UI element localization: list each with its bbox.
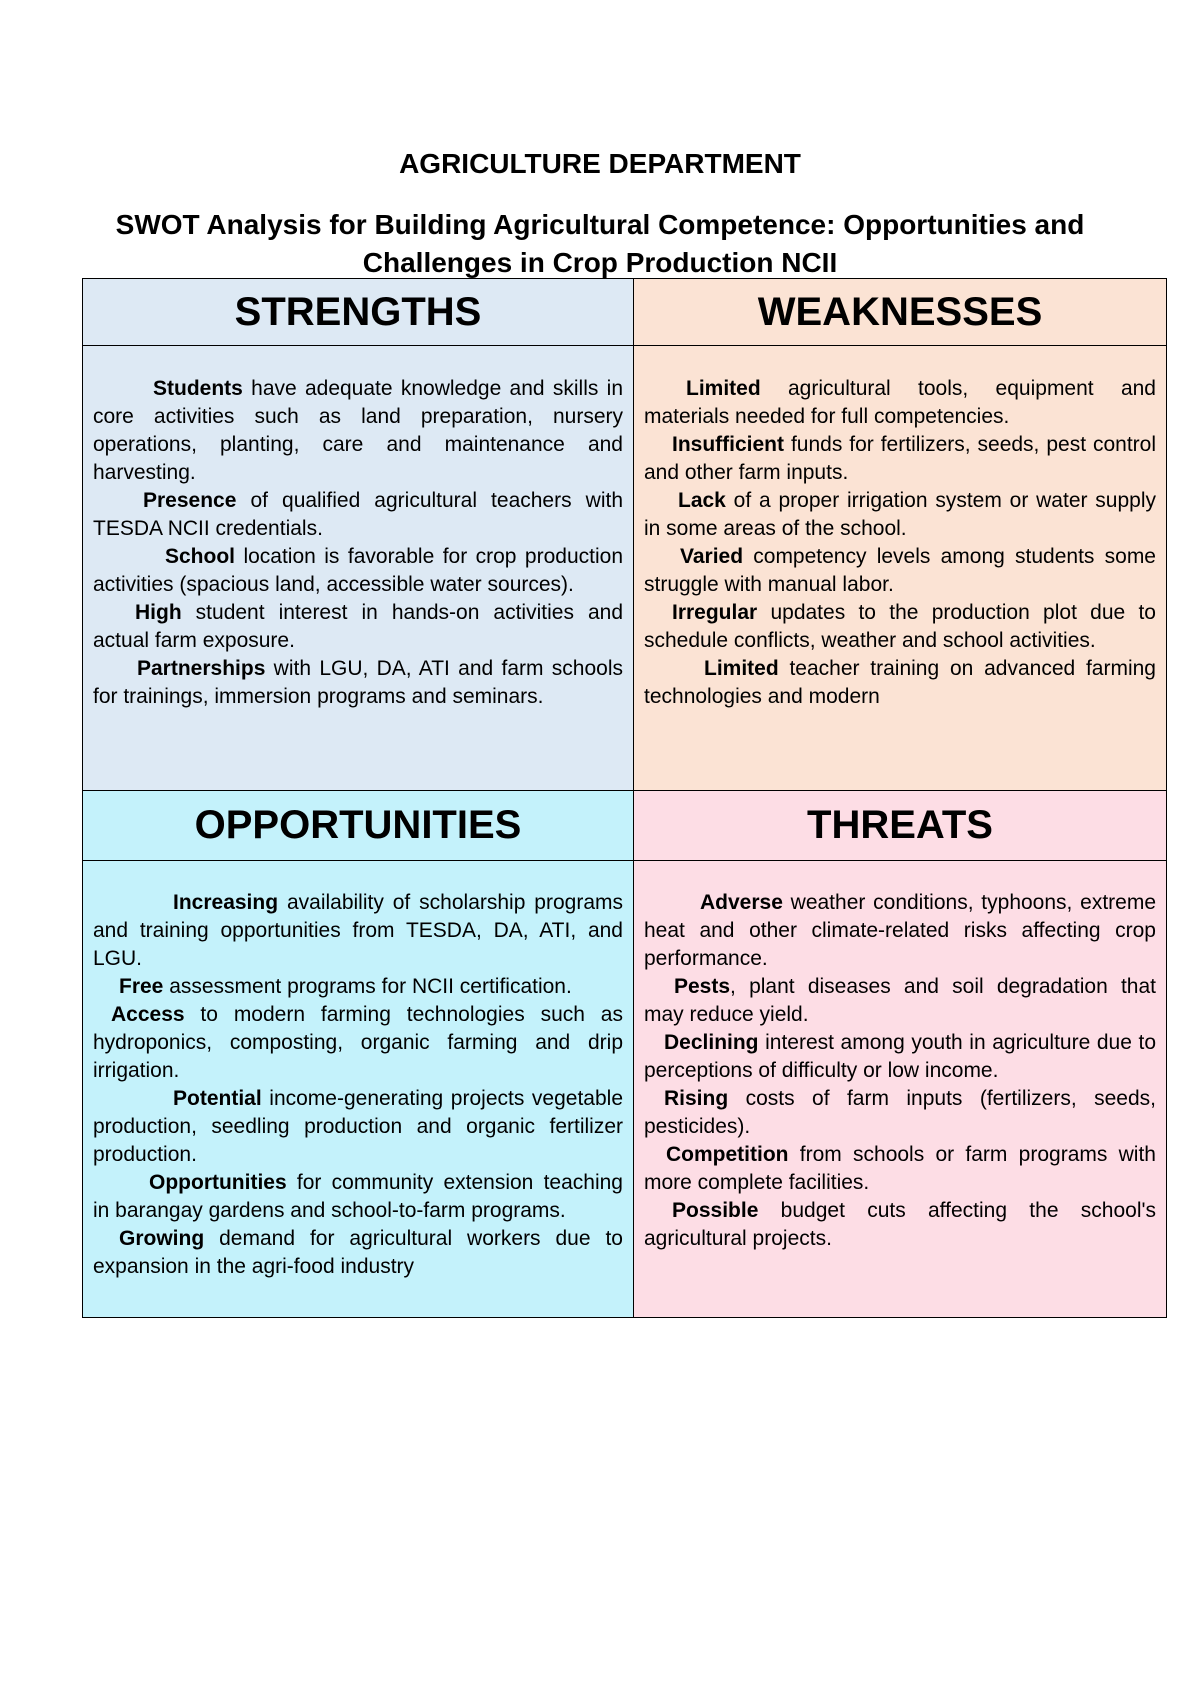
weaknesses-header: WEAKNESSES bbox=[634, 279, 1167, 346]
opportunities-list bbox=[93, 889, 623, 1281]
swot-item bbox=[644, 1029, 1156, 1085]
swot-item bbox=[93, 599, 623, 655]
swot-item bbox=[644, 599, 1156, 655]
swot-item-text: demand for agricultural workers due to expansion in the agri-food industry bbox=[93, 1227, 623, 1278]
weaknesses-cell bbox=[634, 346, 1167, 791]
swot-item bbox=[93, 375, 623, 487]
swot-item-lead: Rising bbox=[664, 1087, 729, 1110]
strengths-header: STRENGTHS bbox=[83, 279, 634, 346]
swot-item-text: to modern farming technologies such as hydroponics, composting, organic farming and drip irrigation. bbox=[93, 1003, 623, 1082]
document-subtitle: SWOT Analysis for Building Agricultural Competence: Opportunities and Challenges in Crop Production NCII bbox=[115, 209, 1085, 278]
swot-item-lead: Declining bbox=[664, 1031, 759, 1054]
swot-item bbox=[93, 655, 623, 711]
swot-body-row-bottom bbox=[83, 861, 1167, 1318]
swot-item-text: agricultural tools, equipment and materials needed for full competencies. bbox=[644, 377, 1156, 428]
swot-item bbox=[644, 973, 1156, 1029]
swot-item-text: teacher training on advanced farming technologies and modern bbox=[644, 657, 1156, 708]
swot-item-lead: Limited bbox=[686, 377, 761, 400]
swot-item-lead: Varied bbox=[680, 545, 744, 568]
swot-header-row-bottom bbox=[83, 791, 1167, 861]
swot-item bbox=[93, 973, 623, 1001]
swot-item bbox=[644, 431, 1156, 487]
swot-item bbox=[644, 889, 1156, 973]
swot-item-text: for community extension teaching in barangay gardens and school-to-farm programs. bbox=[93, 1171, 623, 1222]
swot-item-lead: Increasing bbox=[173, 891, 279, 914]
swot-item-text: interest among youth in agriculture due to perceptions of difficulty or low income. bbox=[644, 1031, 1156, 1082]
swot-item-text: availability of scholarship programs and training opportunities from TESDA, DA, ATI, and LGU. bbox=[93, 891, 623, 970]
swot-item-lead: Growing bbox=[119, 1227, 205, 1250]
swot-item-text: funds for fertilizers, seeds, pest control and other farm inputs. bbox=[644, 433, 1156, 484]
swot-item-lead: Potential bbox=[173, 1087, 262, 1110]
swot-item-text: assessment programs for NCII certification. bbox=[163, 975, 572, 998]
swot-item-lead: Partnerships bbox=[137, 657, 266, 680]
swot-item-text: with LGU, DA, ATI and farm schools for trainings, immersion programs and seminars. bbox=[93, 657, 623, 708]
strengths-cell bbox=[83, 346, 634, 791]
opportunities-cell bbox=[83, 861, 634, 1318]
swot-item bbox=[644, 1085, 1156, 1141]
swot-item bbox=[644, 1197, 1156, 1253]
swot-item bbox=[93, 1001, 623, 1085]
swot-item-lead: Adverse bbox=[700, 891, 783, 914]
swot-item bbox=[93, 487, 623, 543]
threats-cell bbox=[634, 861, 1167, 1318]
swot-item-text: of a proper irrigation system or water supply in some areas of the school. bbox=[644, 489, 1156, 540]
swot-item-text: student interest in hands-on activities and actual farm exposure. bbox=[93, 601, 623, 652]
swot-item-lead: Competition bbox=[666, 1143, 789, 1166]
swot-item bbox=[644, 655, 1156, 711]
swot-item bbox=[93, 1085, 623, 1169]
swot-item-lead: Opportunities bbox=[149, 1171, 287, 1194]
swot-item-lead: Pests bbox=[674, 975, 731, 998]
swot-item-lead: Students bbox=[153, 377, 243, 400]
swot-item-text: updates to the production plot due to schedule conflicts, weather and school activities. bbox=[644, 601, 1156, 652]
swot-item-lead: Insufficient bbox=[672, 433, 785, 456]
department-heading: AGRICULTURE DEPARTMENT bbox=[399, 148, 801, 179]
swot-item-text: weather conditions, typhoons, extreme heat and other climate-related risks affecting crop performance. bbox=[644, 891, 1156, 970]
swot-item bbox=[93, 543, 623, 599]
swot-item-text: costs of farm inputs (fertilizers, seeds, pesticides). bbox=[644, 1087, 1156, 1138]
swot-item bbox=[93, 1225, 623, 1281]
swot-item-lead: School bbox=[165, 545, 236, 568]
swot-body-row-top bbox=[83, 346, 1167, 791]
swot-item-text: of qualified agricultural teachers with TESDA NCII credentials. bbox=[93, 489, 623, 540]
swot-item-lead: High bbox=[135, 601, 182, 624]
strengths-list bbox=[93, 375, 623, 711]
weaknesses-list bbox=[644, 375, 1156, 711]
swot-item bbox=[93, 889, 623, 973]
swot-item-lead: Free bbox=[119, 975, 164, 998]
swot-item-lead: Presence bbox=[143, 489, 237, 512]
swot-item-lead: Lack bbox=[678, 489, 726, 512]
threats-header: THREATS bbox=[634, 791, 1167, 861]
swot-item-text: have adequate knowledge and skills in core activities such as land preparation, nursery operations, planting, care and maintenance and harvesting. bbox=[93, 377, 623, 484]
threats-list bbox=[644, 889, 1156, 1253]
swot-item bbox=[93, 1169, 623, 1225]
swot-item-text: budget cuts affecting the school's agricultural projects. bbox=[644, 1199, 1156, 1250]
swot-item-text: location is favorable for crop production activities (spacious land, accessible water sources). bbox=[93, 545, 623, 596]
opportunities-header: OPPORTUNITIES bbox=[83, 791, 634, 861]
swot-item bbox=[644, 487, 1156, 543]
swot-item-lead: Access bbox=[111, 1003, 185, 1026]
swot-item-text: from schools or farm programs with more complete facilities. bbox=[644, 1143, 1156, 1194]
swot-item-text: competency levels among students some struggle with manual labor. bbox=[644, 545, 1156, 596]
swot-item bbox=[644, 1141, 1156, 1197]
swot-item-text: , plant diseases and soil degradation that may reduce yield. bbox=[644, 975, 1156, 1026]
swot-item-text: income-generating projects vegetable production, seedling production and organic fertilizer production. bbox=[93, 1087, 623, 1166]
swot-header-row-top bbox=[83, 279, 1167, 346]
swot-item-lead: Irregular bbox=[672, 601, 758, 624]
swot-item-lead: Limited bbox=[704, 657, 779, 680]
swot-item bbox=[644, 543, 1156, 599]
swot-item bbox=[644, 375, 1156, 431]
swot-table bbox=[82, 278, 1167, 1318]
swot-item-lead: Possible bbox=[672, 1199, 759, 1222]
